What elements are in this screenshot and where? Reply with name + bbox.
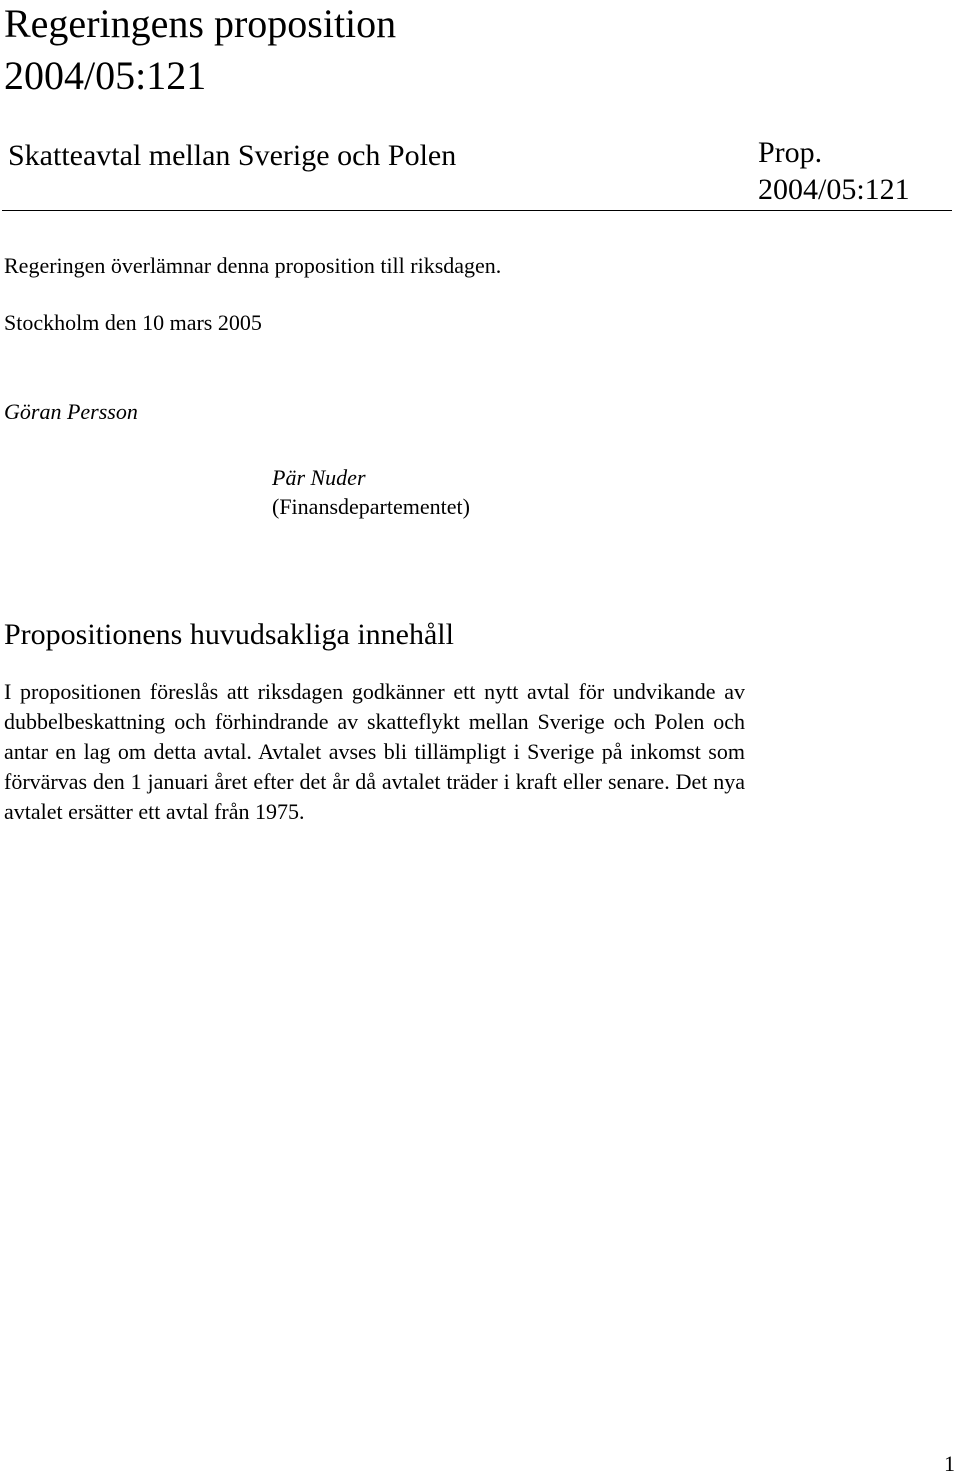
document-subtitle: Skatteavtal mellan Sverige och Polen	[8, 139, 457, 172]
handover-statement: Regeringen överlämnar denna proposition till riksdagen.	[4, 253, 502, 278]
signature-minister: Pär Nuder	[272, 465, 366, 490]
prop-label: Prop.	[758, 136, 823, 169]
summary-heading: Propositionens huvudsakliga innehåll	[4, 618, 454, 651]
signature-prime-minister: Göran Persson	[4, 399, 138, 424]
document-title: Regeringens proposition 2004/05:121	[4, 1, 397, 98]
prop-number: 2004/05:121	[758, 173, 910, 206]
place-date: Stockholm den 10 mars 2005	[4, 310, 262, 335]
summary-body: I propositionen föreslås att riksdagen godkänner ett nytt avtal för undvikande av dubbelbeskattning och förhindrande av skatteflykt mellan Sverige och Polen och antar en lag om detta avtal. Avtalet avses bli tillämpligt i Sverige på inkomst som förvärvas den 1 januari året efter det år då avtalet träder i kraft eller senare. Det nya avtalet ersätter ett avtal från 1975.	[4, 679, 745, 824]
page-number: 1	[944, 1451, 955, 1476]
header-divider	[2, 210, 952, 211]
signature-department: (Finansdepartementet)	[272, 494, 470, 519]
